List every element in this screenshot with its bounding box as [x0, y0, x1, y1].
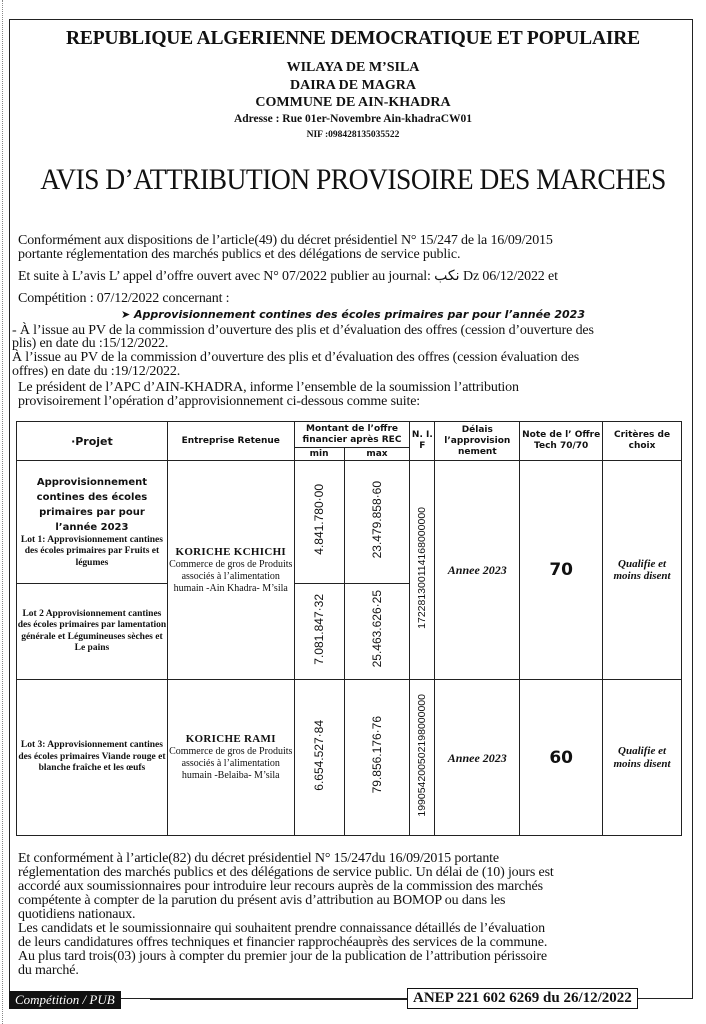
intro-para1-line2: portante réglementation des marchés publics et des délégations de service public.: [18, 247, 461, 262]
nif-value: 199054200502198000000: [416, 693, 429, 817]
min-amount: 7.081.847·32: [312, 593, 327, 665]
lot-label: Lot 1: Approvisionnement cantines des écoles primaires par Fruits et légumes: [20, 534, 163, 568]
closing-line-7: de leurs candidatures offres techniques et financier rapprochéauprès des services de la commune.: [18, 935, 548, 950]
note-value: 60: [549, 747, 573, 768]
note-cell: [520, 461, 603, 680]
min-amount: 4.841.780·00: [312, 484, 327, 555]
nif-value: 172281300114168000000: [416, 506, 429, 629]
projet-cell: [17, 584, 168, 680]
entreprise-name: KORICHE KCHICHI: [175, 545, 287, 558]
criteres-value: Qualifie et moins disent: [613, 745, 671, 770]
intro-para2-line1: Et suite à L’avis L’ appel d’offre ouvert avec N° 07/2022 publier au journal: نكب Dz 06/12/2022 et: [18, 269, 558, 284]
wilaya-line: WILAYA DE M’SILA: [286, 60, 420, 75]
intro-para4-line1: À l’issue au PV de la commission d’ouverture des plis et d’évaluation des offres (cession évaluation des: [12, 350, 580, 365]
intro-para5-line1: Le président de l’APC d’AIN-KHADRA, informe l’ensemble de la soumission l’attribution: [18, 380, 519, 395]
projet-cell: [17, 680, 168, 836]
nif-line: NIF :098428135035522: [306, 130, 400, 140]
intro-para3-line1: - À l’issue au PV de la commission d’ouverture des plis et d’évaluation des offres (cession d’ouverture des: [12, 323, 594, 338]
closing-line-3: accordé aux soumissionnaires pour introduire leur recours auprès de la commission des marchés: [18, 879, 543, 894]
max-cell: [344, 584, 410, 680]
min-amount: 6.654.527·84: [312, 719, 327, 791]
lot-label: Lot 3: Approvisionnement cantines des écoles primaires Viande rouge et blanche fraîche et les œufs: [18, 740, 166, 774]
entreprise-cell: [167, 680, 294, 836]
address-line: Adresse : Rue 01er-Novembre Ain-khadraCW01: [233, 113, 473, 125]
entreprise-desc: Commerce de gros de Produits associés à l’alimentation humain -Belaiba- M’sila: [169, 746, 293, 781]
header-max: max: [344, 448, 410, 461]
intro-bullet: ➤ Approvisionnement contines des écoles primaires par pour l’année 2023: [121, 308, 585, 321]
projet-title: Approvisionnement contines des écoles primaires par pour l’année 2023: [36, 476, 148, 533]
republic-header: REPUBLIQUE ALGERIENNE DEMOCRATIQUE ET POPULAIRE: [66, 28, 640, 49]
lot-label: Lot 2 Approvisionnement cantines des écoles primaires par lamentation générale et Légumineuses sèches et Le pains: [17, 608, 167, 653]
daira-line: DAIRA DE MAGRA: [290, 78, 416, 93]
note-value: 70: [549, 560, 573, 580]
max-amount: 23.479.858·60: [369, 480, 384, 559]
delai-value: Annee 2023: [447, 563, 507, 577]
intro-para1-line1: Conformément aux dispositions de l’article(49) du décret présidentiel N° 15/247 de la 16/09/2015: [18, 233, 553, 248]
criteres-cell: [603, 461, 682, 680]
closing-line-9: du marché.: [18, 963, 79, 978]
min-cell: [294, 461, 344, 584]
nif-cell: [410, 680, 435, 836]
intro-para5-line2: provisoirement l’opération d’approvisionnement ci-dessous comme suite:: [18, 394, 421, 409]
header-projet: ·Projet: [17, 422, 168, 461]
projet-cell: [17, 461, 168, 584]
nif-cell: [410, 461, 435, 680]
delai-cell: [435, 680, 520, 836]
table-row: [17, 680, 682, 836]
max-cell: [344, 461, 410, 584]
commune-line: COMMUNE DE AIN-KHADRA: [255, 95, 451, 110]
header-note: Note de l’ Offre Tech 70/70: [520, 422, 603, 461]
notice-title: AVIS D’ATTRIBUTION PROVISOIRE DES MARCHES: [40, 163, 666, 196]
intro-para2-line2: Compétition : 07/12/2022 concernant :: [18, 291, 230, 306]
footer-rule: [150, 999, 410, 1000]
page-edge-dots: [2, 0, 3, 1024]
min-cell: [294, 584, 344, 680]
anep-reference: ANEP 221 602 6269 du 26/12/2022: [407, 988, 638, 1009]
closing-line-1: Et conformément à l’article(82) du décret présidentiel N° 15/247du 16/09/2015 portante: [18, 851, 499, 866]
closing-line-6: Les candidats et le soumissionnaire qui souhaitent prendre connaissance détaillés de l’évaluation: [18, 921, 546, 936]
table-row: [17, 461, 682, 584]
header-entreprise: Entreprise Retenue: [167, 422, 294, 461]
intro-para4-line2: offres) en date du :19/12/2022.: [12, 364, 181, 379]
attribution-table: [16, 421, 682, 836]
source-badge: Compétition / PUB: [9, 991, 121, 1009]
entreprise-cell: [167, 461, 294, 680]
header-criteres: Critères de choix: [603, 422, 682, 461]
criteres-cell: [603, 680, 682, 836]
delai-cell: [435, 461, 520, 680]
min-cell: [294, 680, 344, 836]
max-amount: 25.463.626·25: [369, 590, 384, 668]
header-min: min: [294, 448, 344, 461]
note-cell: [520, 680, 603, 836]
header-nif: N. I. F: [410, 422, 435, 461]
criteres-value: Qualifie et moins disent: [613, 557, 671, 582]
delai-value: Annee 2023: [447, 750, 507, 765]
closing-line-4: compétente à compter de la parution du présent avis d’attribution au BOMOP ou dans les: [18, 893, 506, 908]
closing-line-5: quotidiens nationaux.: [18, 907, 136, 922]
intro-para3-line2: plis) en date du :15/12/2022.: [12, 336, 169, 351]
max-cell: [344, 680, 410, 836]
max-amount: 79.856.176·76: [369, 716, 384, 794]
closing-line-2: réglementation des marchés publics et des délégations de service public. Un délai de (10) jours est: [18, 865, 554, 880]
closing-line-8: Au plus tard trois(03) jours à compter du premier jour de la publication de l’attribution périssoire: [18, 949, 547, 964]
header-delai: Délais l’approvision nement: [435, 422, 520, 461]
header-montant: Montant de l’offre financier après REC: [294, 422, 410, 448]
entreprise-name: KORICHE RAMI: [185, 733, 276, 745]
entreprise-desc: Commerce de gros de Produits associés à l’alimentation humain -Ain Khadra- M’sila: [169, 558, 293, 594]
